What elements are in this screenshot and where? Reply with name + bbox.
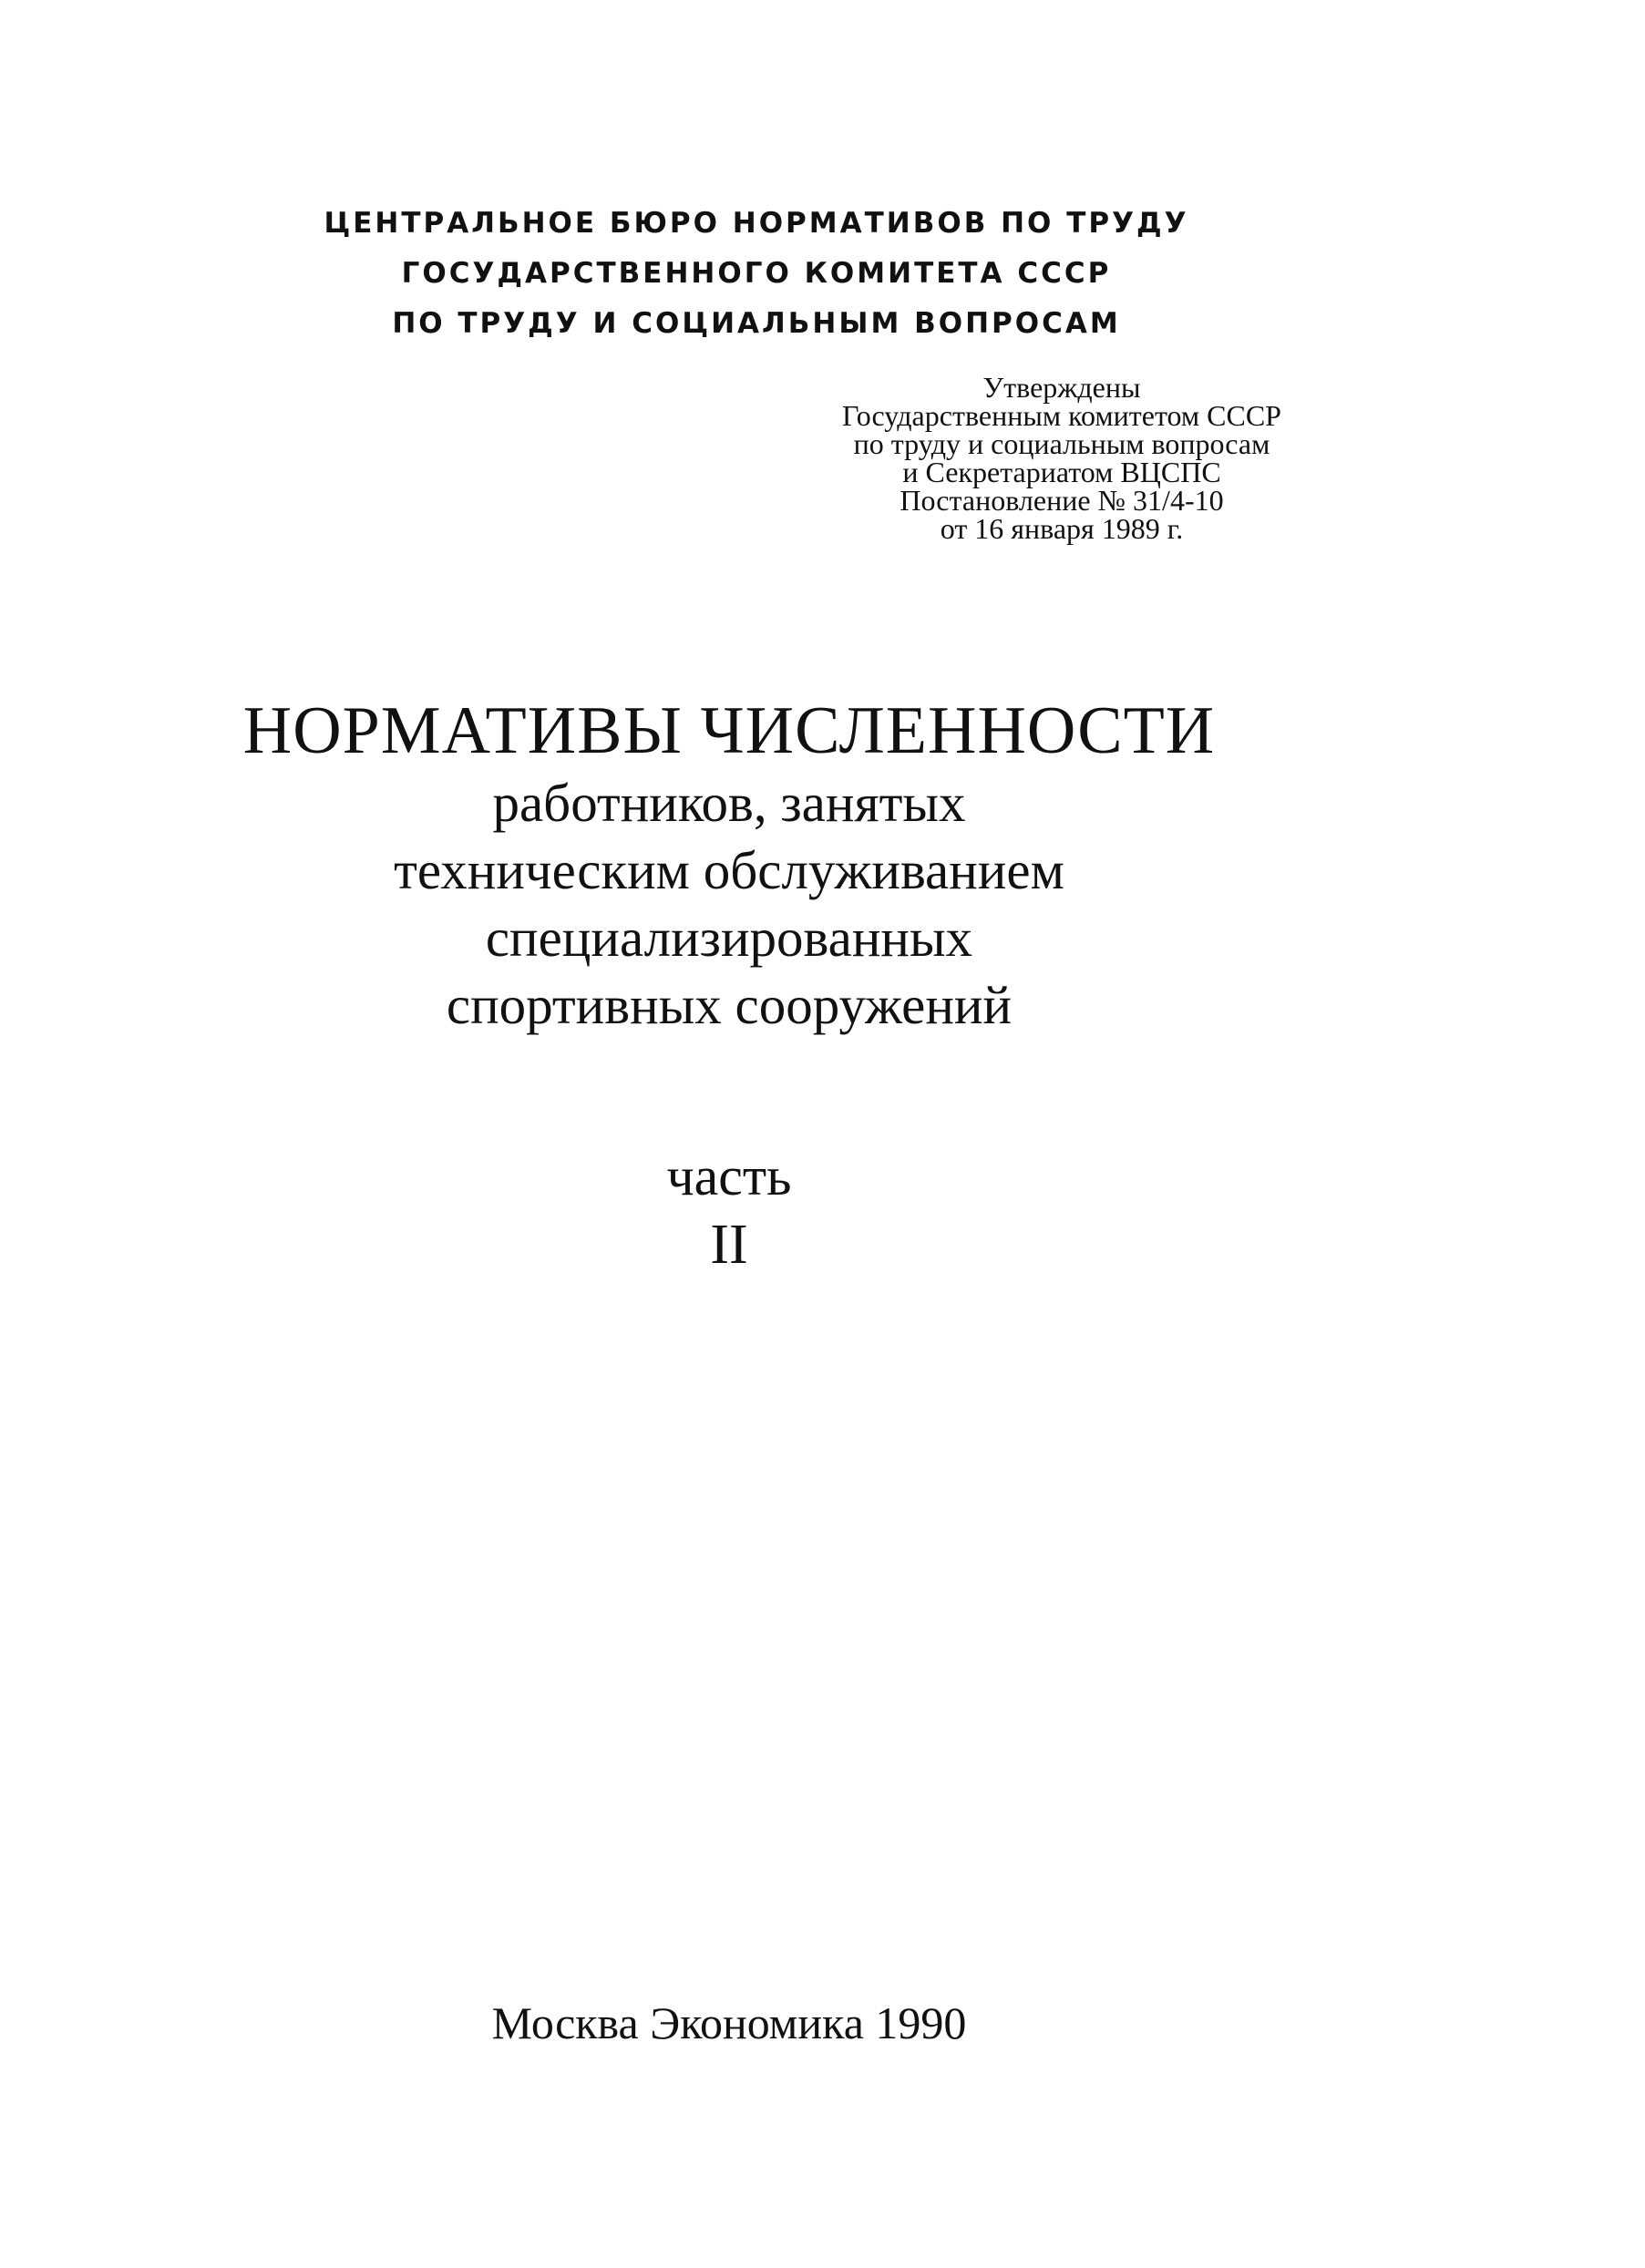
approval-line: от 16 января 1989 г. <box>940 512 1184 545</box>
part-label: часть <box>666 1146 792 1206</box>
subtitle-line: спортивных сооружений <box>446 975 1013 1035</box>
approval-line: Утверждены <box>982 371 1141 404</box>
issuing-organization <box>264 199 1249 349</box>
issuer-line: ГОСУДАРСТВЕННОГО КОМИТЕТА СССР <box>401 257 1112 290</box>
document-title <box>146 693 1312 1039</box>
approval-line: и Секретариатом ВЦСПС <box>902 456 1221 488</box>
approval-note <box>766 371 1358 545</box>
publisher-imprint: Москва Экономика 1990 <box>491 1997 967 2048</box>
part-number: II <box>710 1214 748 1276</box>
subtitle-line: техническим обслуживанием <box>394 840 1064 900</box>
approval-line: Постановление № 31/4-10 <box>900 484 1224 517</box>
issuer-line: ПО ТРУДУ И СОЦИАЛЬНЫМ ВОПРОСАМ <box>392 307 1121 340</box>
subtitle-line: работников, занятых <box>492 773 966 833</box>
approval-line: Государственным комитетом СССР <box>842 399 1281 432</box>
main-title: НОРМАТИВЫ ЧИСЛЕННОСТИ <box>242 693 1216 768</box>
approval-line: по труду и социальным вопросам <box>853 427 1270 460</box>
subtitle-line: специализированных <box>485 908 973 968</box>
part-indicator <box>547 1144 911 1280</box>
issuer-line: ЦЕНТРАЛЬНОЕ БЮРО НОРМАТИВОВ ПО ТРУДУ <box>324 207 1189 240</box>
